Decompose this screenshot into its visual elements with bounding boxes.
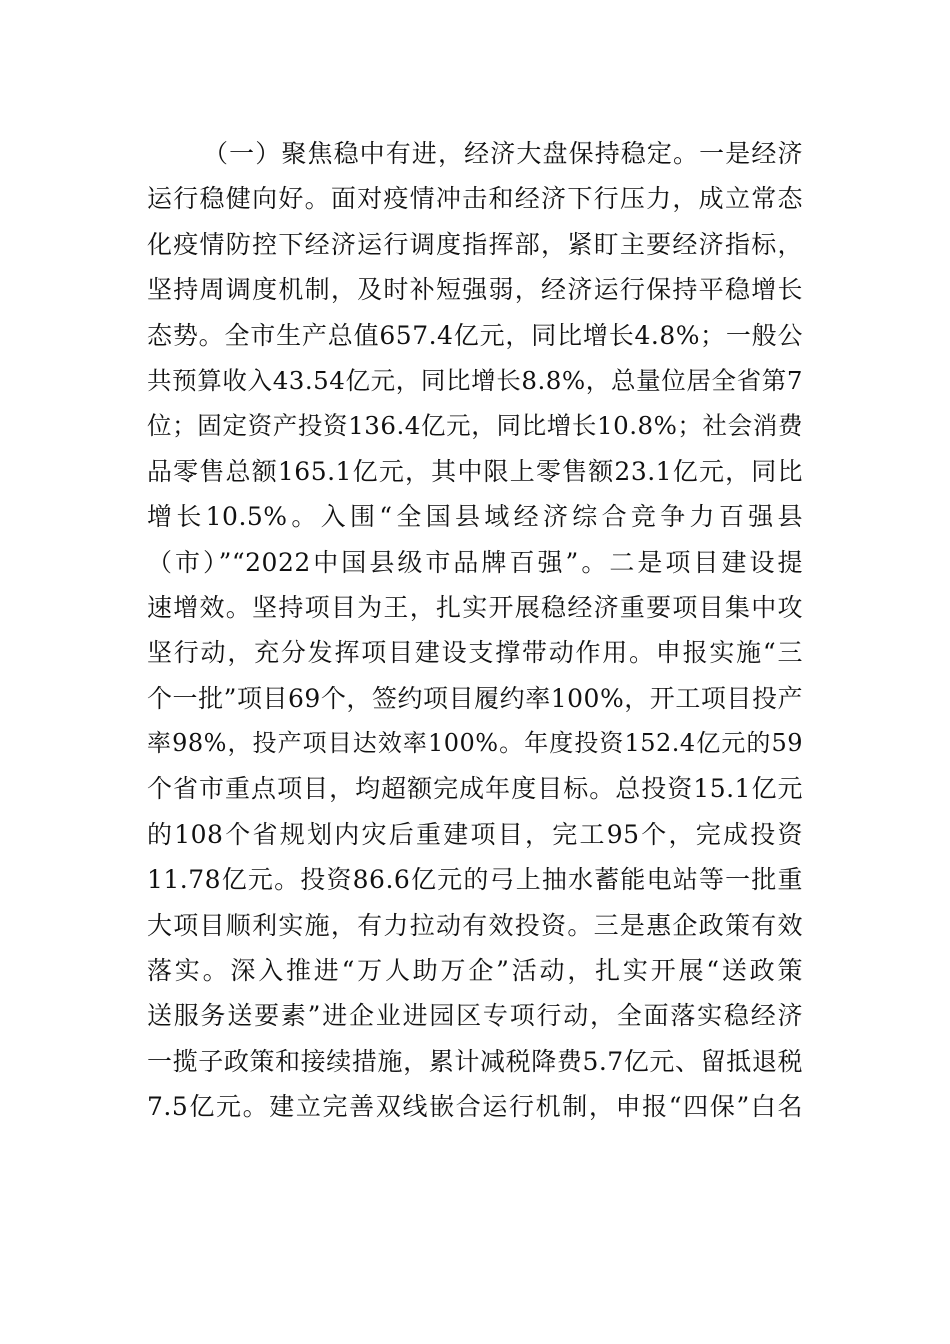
text-line: 运行稳健向好。面对疫情冲击和经济下行压力，成立常态 <box>147 184 803 214</box>
text-line: 态势。全市生产总值657.4亿元，同比增长4.8%；一般公 <box>147 320 803 350</box>
text-line: 位；固定资产投资136.4亿元，同比增长10.8%；社会消费 <box>147 411 803 441</box>
text-line: 11.78亿元。投资86.6亿元的弓上抽水蓄能电站等一批重 <box>147 865 803 895</box>
text-line: 共预算收入43.54亿元，同比增长8.8%，总量位居全省第7 <box>147 365 803 395</box>
text-line: 一揽子政策和接续措施，累计减税降费5.7亿元、留抵退税 <box>147 1046 803 1076</box>
text-line: 7.5亿元。建立完善双线嵌合运行机制，申报“四保”白名 <box>147 1092 803 1122</box>
text-line: 坚行动，充分发挥项目建设支撑带动作用。申报实施“三 <box>147 638 803 668</box>
text-line: 速增效。坚持项目为王，扎实开展稳经济重要项目集中攻 <box>147 592 803 622</box>
text-line: 化疫情防控下经济运行调度指挥部，紧盯主要经济指标， <box>147 229 803 259</box>
text-line: 个省市重点项目，均超额完成年度目标。总投资15.1亿元 <box>147 774 803 804</box>
text-line: 大项目顺利实施，有力拉动有效投资。三是惠企政策有效 <box>147 910 803 940</box>
text-line: 落实。深入推进“万人助万企”活动，扎实开展“送政策 <box>147 956 803 986</box>
text-line: 率98%，投产项目达效率100%。年度投资152.4亿元的59 <box>147 729 803 758</box>
body-text <box>147 131 803 1130</box>
text-line: 个一批”项目69个，签约项目履约率100%，开工项目投产 <box>147 683 803 713</box>
text-line: （一）聚焦稳中有进，经济大盘保持稳定。一是经济 <box>203 139 803 168</box>
text-line: 的108个省规划内灾后重建项目，完工95个，完成投资 <box>147 819 803 849</box>
text-line: 送服务送要素”进企业进园区专项行动，全面落实稳经济 <box>147 1001 803 1031</box>
text-line: 品零售总额165.1亿元，其中限上零售额23.1亿元，同比 <box>147 456 803 486</box>
text-line: 增长10.5%。入围“全国县域经济综合竞争力百强县 <box>147 502 803 532</box>
text-line: 坚持周调度机制，及时补短强弱，经济运行保持平稳增长 <box>147 275 803 305</box>
text-line: （市）”“2022中国县级市品牌百强”。二是项目建设提 <box>147 547 803 577</box>
